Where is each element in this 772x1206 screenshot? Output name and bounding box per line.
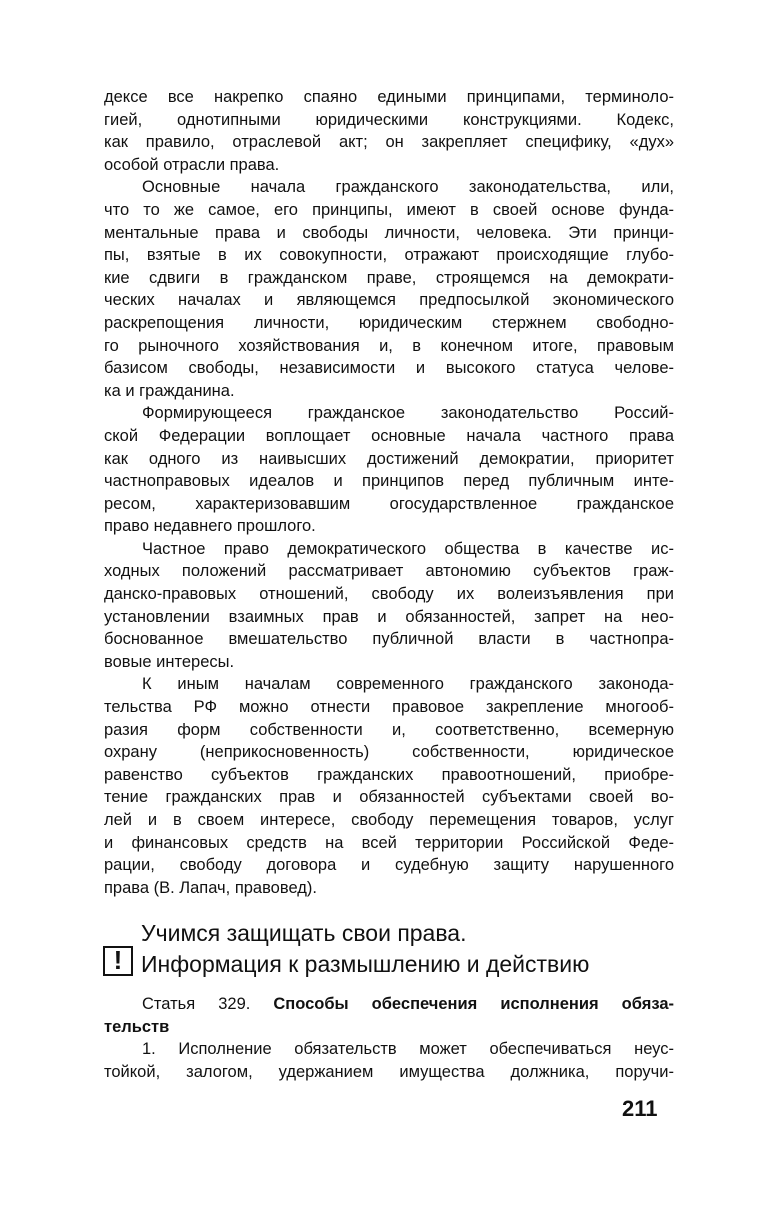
text-line: ходных положений рассматривает автономию субъектов граж- [104,562,674,581]
text-line: гией, однотипными юридическими конструкциями. Кодекс, [104,110,674,129]
article-clause-line: 1. Исполнение обязательств может обеспечиваться неус- [142,1040,674,1059]
exclamation-box-icon: ! [103,946,133,976]
text-line: охрану (неприкосновенность) собственности, юридическое [104,743,674,762]
text-line: как правило, отраслевой акт; он закрепляет специфику, «дух» [104,133,674,152]
text-line: Формирующееся гражданское законодательство Россий- [142,404,674,423]
text-line: равенство субъектов гражданских правоотношений, приобре- [104,765,674,784]
text-line: боснованное вмешательство публичной власти в частнопра- [104,630,674,649]
text-line: разия форм собственности и, соответственно, всемерную [104,720,674,739]
rubric-title: Учимся защищать свои права. [141,920,467,946]
text-line: лей и в своем интересе, свободу перемещения товаров, услуг [104,811,674,829]
article-heading [104,993,674,1016]
text-line: ской Федерации воплощает основные начала частного права [104,426,674,445]
text-line: вовые интересы. [104,652,235,671]
text-line: что то же самое, его принципы, имеют в своей основе фунда- [104,200,674,219]
text-line: Основные начала гражданского законодательства, или, [142,178,674,197]
article-title-continued: тельств [104,1017,170,1036]
paragraph-2 [104,176,674,402]
article-number: Статья 329. [142,995,274,1013]
page-number: 211 [622,1096,658,1121]
text-line: ка и гражданина. [104,381,235,400]
article-title: Способы обеспечения исполнения обяза- [273,995,674,1013]
text-line: особой отрасли права. [104,155,280,174]
text-line: пы, взятые в их совокупности, отражают происходящие глубо- [104,246,674,265]
paragraph-3 [104,402,674,538]
text-line: кие сдвиги в гражданском праве, строящемся на демократи- [104,268,674,287]
text-line: и финансовых средств на всей территории Российской Феде- [104,833,674,852]
text-line: базисом свободы, независимости и высокого статуса челове- [104,359,674,378]
text-line: раскрепощения личности, юридическим стержнем свободно- [104,313,674,332]
paragraph-1 [104,86,674,176]
text-line: тельства РФ можно отнести правовое закрепление многооб- [104,698,674,717]
text-line: Частное право демократического общества в качестве ис- [142,539,674,558]
text-line: права (В. Лапач, правовед). [104,878,317,897]
text-line: ресом, характеризовавшим огосударствленное гражданское [104,494,674,513]
article-block [104,993,674,1083]
text-line: рации, свободу договора и судебную защиту нарушенного [104,856,674,875]
text-line: частноправовых идеалов и принципов перед публичным инте- [104,472,674,491]
text-line: К иным началам современного гражданского законода- [142,675,674,694]
paragraph-5 [104,673,674,899]
rubric-subtitle: Информация к размышлению и действию [141,951,590,977]
text-line: право недавнего прошлого. [104,517,316,536]
text-line: ментальные права и свободы личности, человека. Эти принци- [104,223,674,242]
main-text [104,86,674,899]
article-clause-line: тойкой, залогом, удержанием имущества должника, поручи- [104,1062,674,1081]
paragraph-4 [104,538,674,674]
text-line: данско-правовых отношений, свободу их волеизъявления при [104,585,674,604]
text-line: тение гражданских прав и обязанностей субъектами своей во- [104,788,674,807]
text-line: как одного из наивысших достижений демократии, приоритет [104,449,674,468]
text-line: установлении взаимных прав и обязанностей, запрет на нео- [104,607,674,626]
text-line: го рыночного хозяйствования и, в конечном итоге, правовым [104,336,674,355]
text-line: ческих началах и являющемся предпосылкой экономического [104,291,674,310]
text-line: дексе все накрепко спаяно едиными принципами, терминоло- [104,88,674,106]
